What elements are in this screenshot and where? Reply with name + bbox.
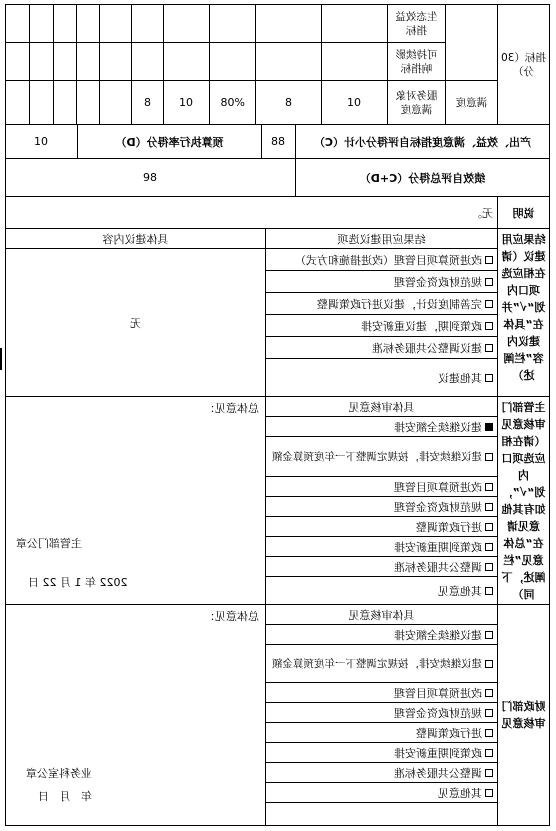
finance-option[interactable]: 进行政策调整 xyxy=(266,722,498,742)
satisfaction-weight: 10 xyxy=(164,80,210,124)
dept-overall-label: 总体意见： xyxy=(204,402,259,415)
indicator-group-label: 指标（30分） xyxy=(498,4,550,124)
dept-option[interactable]: 其他意见 xyxy=(266,576,498,604)
page-edge-mark xyxy=(0,348,2,370)
checkbox-icon[interactable] xyxy=(485,709,493,717)
checkbox-icon[interactable] xyxy=(485,543,493,551)
total-value: 98 xyxy=(5,158,296,196)
grid-cell xyxy=(210,4,256,42)
grid-cell xyxy=(5,42,30,80)
suggestion-content-header: 具体建议内容 xyxy=(5,228,266,248)
finance-option[interactable]: 规范财政资金管理 xyxy=(266,702,498,722)
suggestion-option[interactable]: 规范财政资金管理 xyxy=(266,270,498,292)
finance-option[interactable]: 建议继续安排，按规定调整下一年度预算金额 xyxy=(266,644,498,682)
dept-option[interactable]: 调整公共服务标准 xyxy=(266,556,498,576)
satisfaction-score: 8 xyxy=(256,80,322,124)
suggestion-options-header: 结果应用建议选项 xyxy=(266,228,498,248)
execution-label: 预算执行率得分（D） xyxy=(78,124,262,158)
suggestion-content: 无 xyxy=(5,248,266,396)
finance-option-blank xyxy=(266,802,498,826)
grid-cell xyxy=(30,4,54,42)
checkbox-icon[interactable] xyxy=(485,278,493,286)
dept-opinion-label: 主管部门审核意见（请在相应选项口内划“√”，如有其他意见请在“总体意见”栏阐述，下同） xyxy=(498,396,550,604)
dept-date: 2022 年 1 月 22 日 xyxy=(28,576,128,589)
grid-cell xyxy=(132,42,164,80)
subtotal-label: 产出、效益、满意度指标自评得分小计（C） xyxy=(296,124,550,158)
finance-option[interactable]: 其他意见 xyxy=(266,782,498,802)
grid-cell xyxy=(164,4,210,42)
checkbox-icon[interactable] xyxy=(485,631,493,639)
checkbox-icon[interactable] xyxy=(485,587,493,595)
grid-cell xyxy=(54,80,77,124)
grid-cell xyxy=(100,80,132,124)
grid-cell xyxy=(210,42,256,80)
suggestion-option[interactable]: 改进预算项目管理（改进措施和方式） xyxy=(266,248,498,270)
checkbox-checked-icon[interactable] xyxy=(485,423,493,431)
finance-overall-opinion xyxy=(5,604,266,826)
dept-option[interactable]: 建议继续安排，按规定调整下一年度预算金额 xyxy=(266,436,498,476)
dept-review-header: 具体审核意见 xyxy=(266,396,498,416)
grid-cell xyxy=(322,42,388,80)
suggestion-option[interactable]: 政策到期，建议重新安排 xyxy=(266,314,498,336)
dept-option[interactable]: 规范财政资金管理 xyxy=(266,496,498,516)
suggestion-option[interactable]: 完善制度设计，建议进行政策调整 xyxy=(266,292,498,314)
dept-overall-opinion xyxy=(5,396,266,604)
suggestion-option[interactable]: 其他建议 xyxy=(266,358,498,396)
checkbox-icon[interactable] xyxy=(485,344,493,352)
grid-cell xyxy=(54,42,77,80)
grid-cell xyxy=(322,4,388,42)
checkbox-icon[interactable] xyxy=(485,749,493,757)
checkbox-icon[interactable] xyxy=(485,523,493,531)
finance-option[interactable]: 调整公共服务标准 xyxy=(266,762,498,782)
checkbox-icon[interactable] xyxy=(485,256,493,264)
grid-cell xyxy=(5,4,30,42)
finance-option[interactable]: 改进预算项目管理 xyxy=(266,682,498,702)
total-label: 绩效自评总得分（C+D） xyxy=(296,158,550,196)
grid-cell xyxy=(77,80,100,124)
category-satisfaction: 满意度 xyxy=(446,80,498,124)
grid-cell xyxy=(164,42,210,80)
indicator-sustainable: 可持续影响指标 xyxy=(388,42,446,80)
dept-option[interactable]: 改进预算项目管理 xyxy=(266,476,498,496)
grid-cell xyxy=(5,80,30,124)
finance-option[interactable]: 政策到期重新安排 xyxy=(266,742,498,762)
checkbox-icon[interactable] xyxy=(485,769,493,777)
subtotal-value: 88 xyxy=(262,124,296,158)
checkbox-icon[interactable] xyxy=(485,563,493,571)
finance-date: 年 月 日 xyxy=(38,790,92,803)
checkbox-icon[interactable] xyxy=(485,300,493,308)
grid-cell xyxy=(54,4,77,42)
grid-cell xyxy=(256,42,322,80)
satisfaction-actual: 80% xyxy=(210,80,256,124)
checkbox-icon[interactable] xyxy=(485,483,493,491)
explanation-text: 无。 xyxy=(5,196,498,228)
indicator-satisfaction: 服务对象满意度 xyxy=(388,80,446,124)
checkbox-icon[interactable] xyxy=(485,453,493,461)
execution-value: 10 xyxy=(5,124,78,158)
satisfaction-result: 8 xyxy=(132,80,164,124)
dept-option[interactable]: 政策到期重新安排 xyxy=(266,536,498,556)
finance-opinion-label: 财政部门审核意见 xyxy=(498,604,550,826)
grid-cell xyxy=(100,4,132,42)
category-cell-blank xyxy=(446,4,498,80)
checkbox-icon[interactable] xyxy=(485,503,493,511)
dept-seal: 主管部门公章 xyxy=(16,537,82,550)
checkbox-icon[interactable] xyxy=(485,660,493,668)
grid-cell xyxy=(132,4,164,42)
suggestion-option[interactable]: 建议调整公共服务标准 xyxy=(266,336,498,358)
finance-review-header: 具体审核意见 xyxy=(266,604,498,624)
checkbox-icon[interactable] xyxy=(485,789,493,797)
dept-option[interactable]: 进行政策调整 xyxy=(266,516,498,536)
grid-cell xyxy=(77,42,100,80)
finance-option[interactable]: 建议继续全额安排 xyxy=(266,624,498,644)
satisfaction-target: 10 xyxy=(322,80,388,124)
grid-cell xyxy=(77,4,100,42)
finance-seal: 业务科室公章 xyxy=(26,767,92,780)
grid-cell xyxy=(30,42,54,80)
explanation-label: 说明 xyxy=(498,196,550,228)
checkbox-icon[interactable] xyxy=(485,689,493,697)
grid-cell xyxy=(30,80,54,124)
dept-option[interactable]: 建议继续全额安排 xyxy=(266,416,498,436)
checkbox-icon[interactable] xyxy=(485,374,493,382)
indicator-ecology: 生态效益指标 xyxy=(388,4,446,42)
grid-cell xyxy=(256,4,322,42)
grid-cell xyxy=(100,42,132,80)
finance-overall-label: 总体意见： xyxy=(204,610,259,623)
checkbox-icon[interactable] xyxy=(485,729,493,737)
suggestion-label: 结果应用建议（请在相应选项口内划“√”并在“具体建议内容”栏阐述） xyxy=(498,228,550,396)
checkbox-icon[interactable] xyxy=(485,322,493,330)
